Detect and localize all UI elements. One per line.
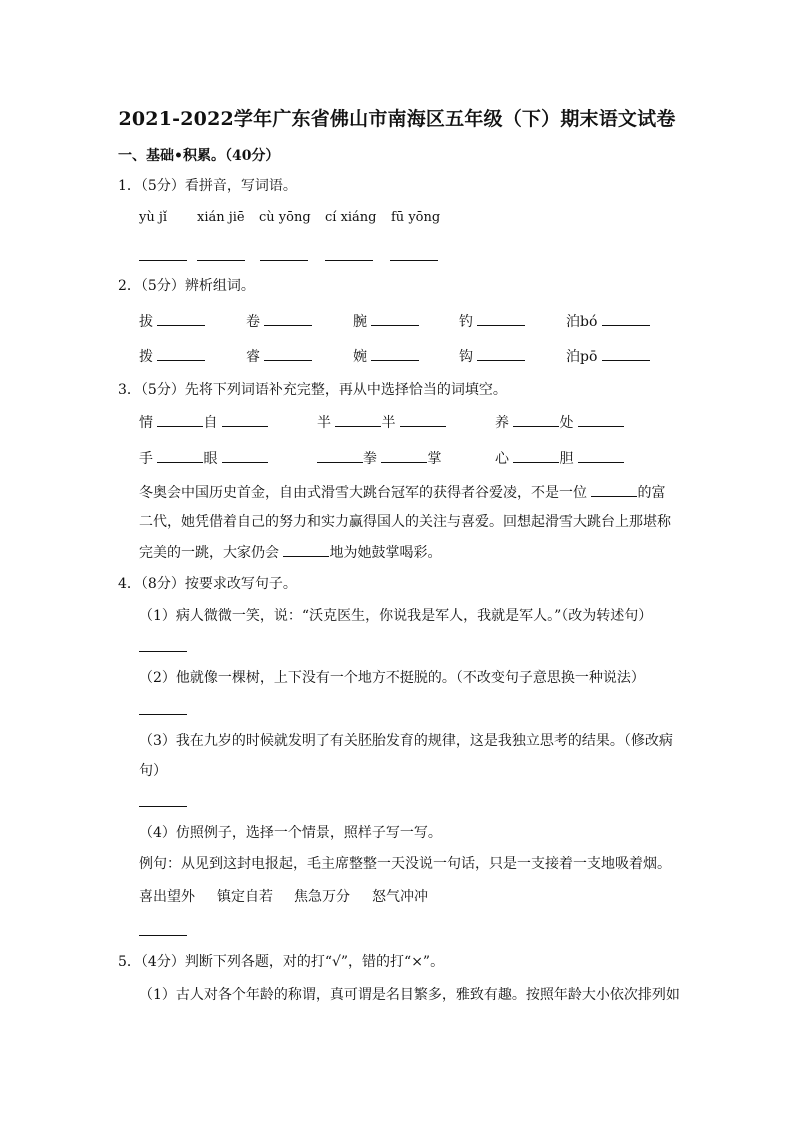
idiom-char: 自: [203, 415, 218, 431]
idiom-char: 半: [381, 415, 396, 431]
paragraph-text: 冬奥会中国历史首金，自由式滑雪大跳台冠军的获得者谷爱凌，不是一位: [139, 485, 592, 501]
answer-blank[interactable]: [222, 412, 268, 427]
answer-blank[interactable]: [390, 260, 438, 261]
question-3-stem: 3．（5分）先将下列词语补充完整，再从中选择恰当的词填空。: [118, 382, 507, 398]
answer-blank[interactable]: [371, 311, 419, 326]
answer-blank[interactable]: [578, 448, 624, 463]
answer-blank[interactable]: [157, 412, 203, 427]
answer-blank[interactable]: [139, 935, 187, 936]
page-title: 2021-2022学年广东省佛山市南海区五年级（下）期末语文试卷: [118, 108, 676, 130]
option-word: 怒气冲冲: [372, 889, 428, 905]
pinyin-2: xián jiē: [197, 210, 245, 225]
pinyin-1: yù jǐ: [139, 210, 168, 225]
answer-blank[interactable]: [602, 311, 650, 326]
paragraph-text: 的富: [637, 485, 666, 501]
answer-blank[interactable]: [371, 346, 419, 361]
idiom-item: [139, 448, 268, 469]
character-cell: [566, 346, 650, 367]
paragraph-line: [139, 482, 665, 503]
paragraph-text: 地为她鼓掌喝彩。: [329, 545, 442, 561]
answer-blank[interactable]: [591, 482, 637, 497]
paragraph-line: 二代，她凭借着自己的努力和实力赢得国人的关注与喜爱。回想起滑雪大跳台上那堪称: [139, 514, 671, 530]
answer-blank[interactable]: [477, 346, 525, 361]
sub-question: （1）古人对各个年龄的称谓，真可谓是名目繁多，雅致有趣。按照年龄大小依次排列如: [139, 987, 680, 1003]
character-cell: [139, 346, 205, 367]
character: 睿: [246, 349, 260, 365]
answer-blank[interactable]: [260, 260, 308, 261]
answer-blank[interactable]: [139, 651, 187, 652]
answer-blank[interactable]: [139, 806, 187, 807]
answer-blank[interactable]: [139, 260, 187, 261]
character: 拔: [139, 314, 153, 330]
answer-blank[interactable]: [400, 412, 446, 427]
answer-blank[interactable]: [325, 260, 373, 261]
answer-blank[interactable]: [513, 412, 559, 427]
paragraph-line: [139, 542, 441, 563]
answer-blank[interactable]: [197, 260, 245, 261]
idiom-char: 情: [139, 415, 153, 431]
idiom-char: 半: [317, 415, 331, 431]
idiom-char: 养: [495, 415, 509, 431]
idiom-item: [495, 448, 624, 469]
question-4-stem: 4．（8分）按要求改写句子。: [118, 576, 297, 592]
sub-question: （1）病人微微一笑，说：“沃克医生，你说我是军人，我就是军人。”（改为转述句）: [139, 608, 653, 624]
character-cell: [139, 311, 205, 332]
idiom-char: 胆: [559, 451, 574, 467]
section-heading: 一、基础•积累。（40分）: [118, 148, 280, 164]
idiom-item: [317, 412, 446, 433]
character: 泊bó: [566, 314, 598, 330]
pinyin-5: fū yōng: [391, 210, 441, 225]
answer-blank[interactable]: [513, 448, 559, 463]
character-cell: [246, 346, 312, 367]
idiom-char: 拳: [363, 451, 377, 467]
character-cell: [459, 311, 525, 332]
character: 婉: [353, 349, 367, 365]
answer-blank[interactable]: [157, 311, 205, 326]
idiom-char: 心: [495, 451, 509, 467]
answer-blank[interactable]: [283, 542, 329, 557]
character-cell: [566, 311, 650, 332]
option-word: 喜出望外: [139, 889, 195, 905]
paragraph-text: 完美的一跳，大家仍会: [139, 545, 284, 561]
character-cell: [353, 311, 419, 332]
question-2-stem: 2．（5分）辨析组词。: [118, 278, 255, 294]
question-5-stem: 5．（4分）判断下列各题，对的打“√”，错的打“×”。: [118, 954, 445, 970]
answer-blank[interactable]: [602, 346, 650, 361]
idiom-item: [495, 412, 624, 433]
answer-blank[interactable]: [139, 714, 187, 715]
option-word: 镇定自若: [217, 889, 273, 905]
example-sentence: 例句：从见到这封电报起，毛主席整整一天没说一句话，只是一支接着一支地吸着烟。: [139, 856, 671, 872]
character: 钩: [459, 349, 473, 365]
answer-blank[interactable]: [381, 448, 427, 463]
sub-question: 句）: [139, 763, 167, 779]
idiom-item: [139, 412, 268, 433]
idiom-item: [317, 448, 441, 469]
sub-question: （2）他就像一棵树，上下没有一个地方不挺脱的。（不改变句子意思换一种说法）: [139, 670, 645, 686]
character: 拨: [139, 349, 153, 365]
idiom-char: 眼: [203, 451, 218, 467]
answer-blank[interactable]: [264, 346, 312, 361]
character-cell: [353, 346, 419, 367]
option-word: 焦急万分: [294, 889, 350, 905]
idiom-char: 掌: [427, 451, 442, 467]
answer-blank[interactable]: [317, 448, 363, 463]
answer-blank[interactable]: [578, 412, 624, 427]
idiom-char: 处: [559, 415, 574, 431]
question-1-stem: 1．（5分）看拼音，写词语。: [118, 178, 297, 194]
pinyin-4: cí xiáng: [325, 210, 377, 225]
answer-blank[interactable]: [157, 448, 203, 463]
character: 钓: [459, 314, 473, 330]
answer-blank[interactable]: [477, 311, 525, 326]
answer-blank[interactable]: [222, 448, 268, 463]
character: 腕: [353, 314, 367, 330]
idiom-char: 手: [139, 451, 153, 467]
answer-blank[interactable]: [157, 346, 205, 361]
character-cell: [459, 346, 525, 367]
answer-blank[interactable]: [335, 412, 381, 427]
answer-blank[interactable]: [264, 311, 312, 326]
sub-question: （3）我在九岁的时候就发明了有关胚胎发育的规律，这是我独立思考的结果。（修改病: [139, 733, 673, 749]
sub-question: （4）仿照例子，选择一个情景，照样子写一写。: [139, 825, 442, 841]
character: 卷: [246, 314, 260, 330]
character: 泊pō: [566, 349, 598, 365]
pinyin-3: cù yōng: [259, 210, 311, 225]
character-cell: [246, 311, 312, 332]
